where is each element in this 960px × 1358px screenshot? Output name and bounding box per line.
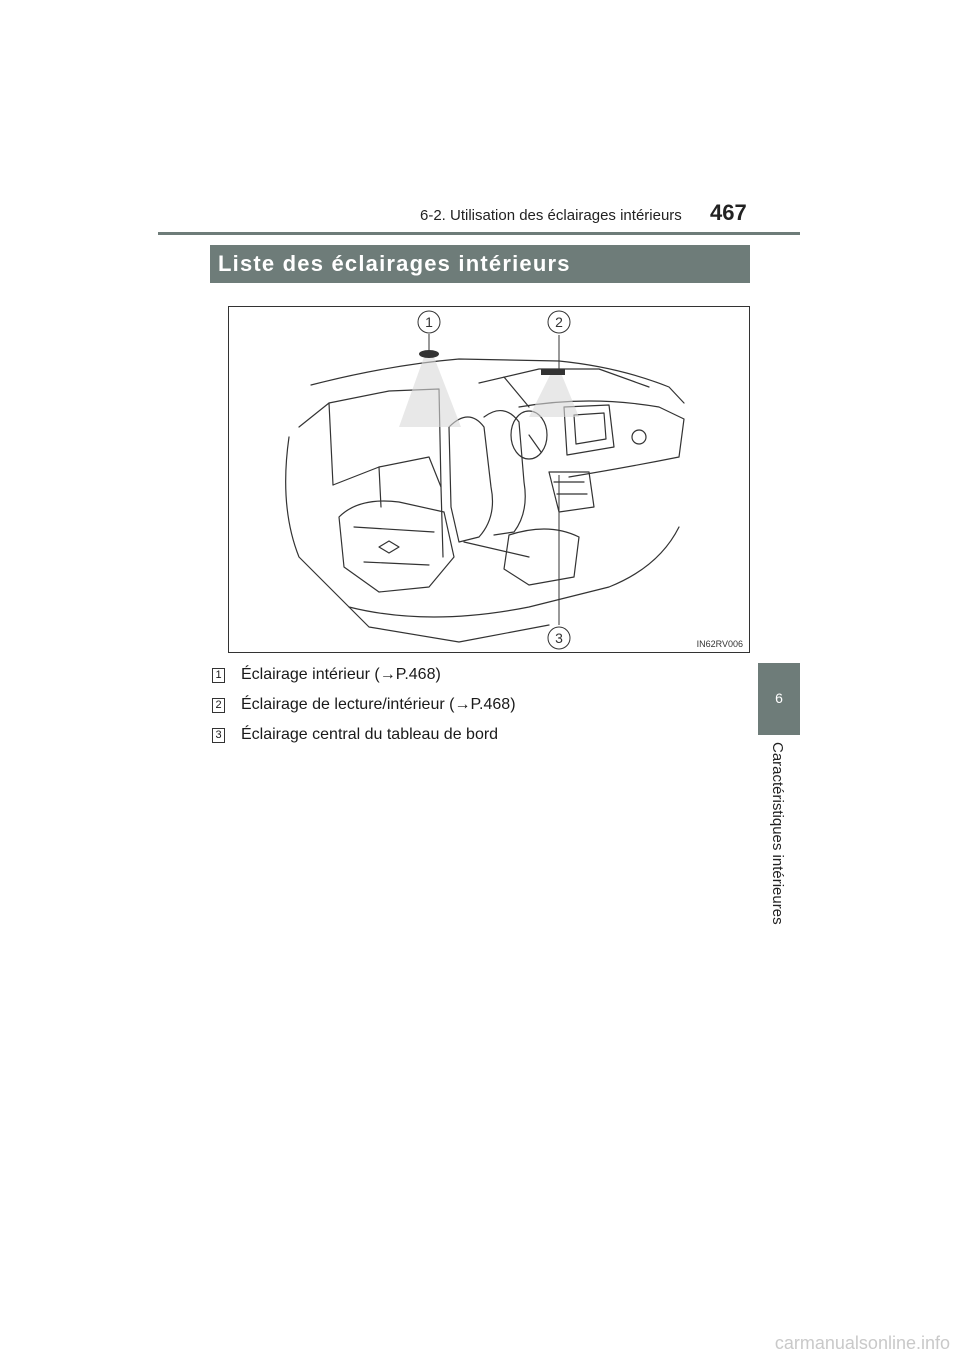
site-watermark: carmanualsonline.info — [774, 1333, 950, 1353]
running-header-section: 6-2. Utilisation des éclairages intérieurs — [420, 207, 682, 224]
chapter-number: 6 — [775, 690, 783, 706]
legend-item — [212, 660, 516, 690]
legend-number-badge: 1 — [212, 668, 225, 683]
chapter-label: Caractéristiques intérieures — [769, 742, 786, 925]
section-header-bar — [210, 245, 750, 283]
callout-3: 3 — [555, 630, 563, 646]
header-divider — [158, 232, 800, 235]
page-number: 467 — [710, 200, 747, 225]
legend-text: Éclairage central du tableau de bord — [241, 726, 499, 743]
figure-code: IN62RV006 — [696, 639, 743, 649]
section-title: Liste des éclairages intérieurs — [218, 251, 571, 276]
callout-2: 2 — [555, 314, 563, 330]
legend-number-badge: 2 — [212, 698, 225, 713]
legend-text: Éclairage de lecture/intérieur (→P.468) — [241, 696, 516, 713]
legend-text: Éclairage intérieur (→P.468) — [241, 666, 441, 683]
chapter-tab[interactable] — [758, 663, 800, 735]
callout-1: 1 — [425, 314, 433, 330]
car-interior-drawing — [229, 307, 749, 652]
legend-item — [212, 720, 516, 750]
legend-number-badge: 3 — [212, 728, 225, 743]
legend-item — [212, 690, 516, 720]
legend-list — [212, 660, 516, 750]
interior-lights-illustration — [228, 306, 750, 653]
